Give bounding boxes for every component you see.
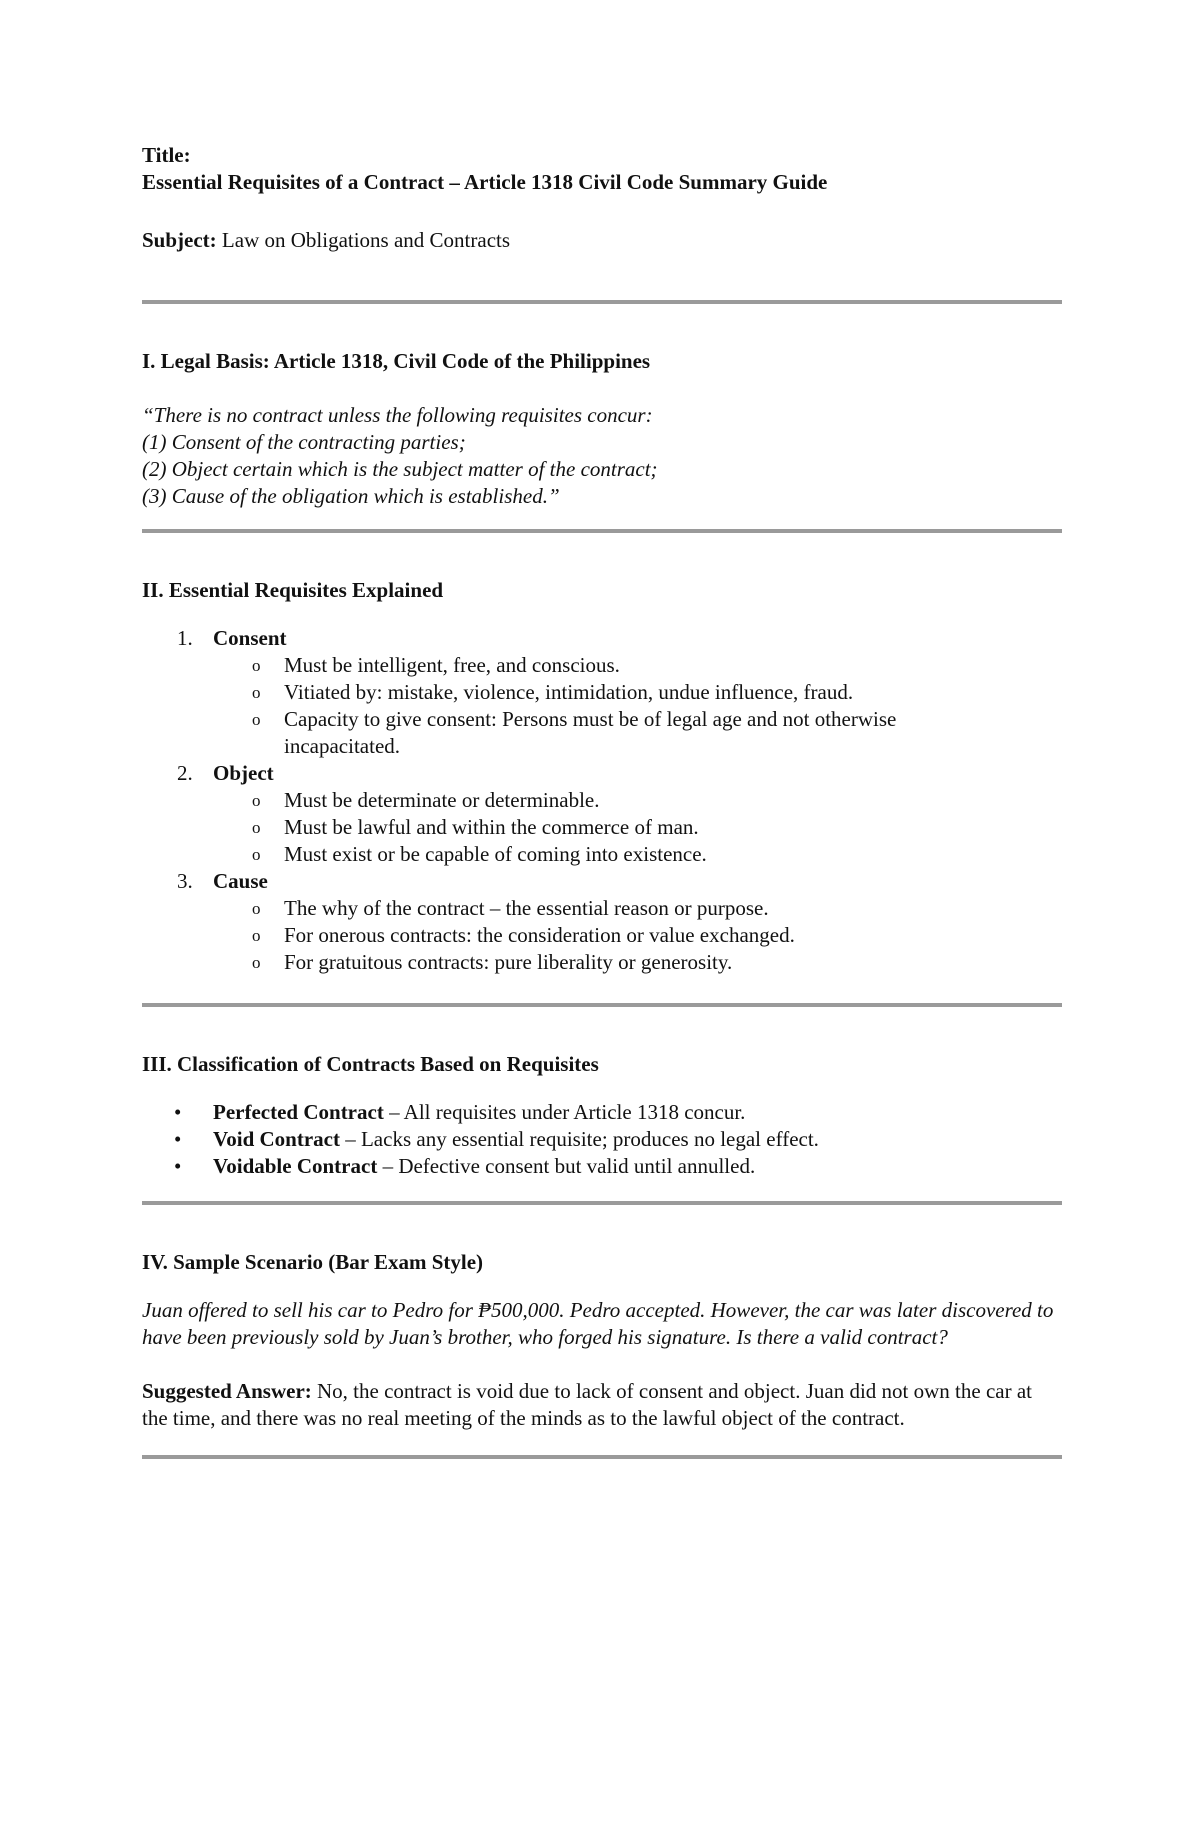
subject-value: Law on Obligations and Contracts [216,228,511,252]
classification-desc: – Lacks any essential requisite; produces no legal effect. [339,1127,819,1151]
list-item [213,814,1062,841]
sub-bullet: o [252,845,261,864]
requisite-points [213,787,1062,868]
classification-desc: – Defective consent but valid until annulled. [377,1154,756,1178]
requisite-title: Object [213,761,274,785]
list-item [213,652,1062,679]
section-divider [142,1455,1062,1459]
section-1-heading: I. Legal Basis: Article 1318, Civil Code of the Philippines [142,349,651,373]
point-text: For gratuitous contracts: pure liberality or generosity. [284,950,733,974]
section-4-heading: IV. Sample Scenario (Bar Exam Style) [142,1250,484,1274]
section-divider [142,1003,1062,1007]
quote-line: (1) Consent of the contracting parties; [142,430,466,454]
requisite-item-object [142,760,1062,868]
list-item [213,679,1062,706]
list-item [213,922,1062,949]
subject-line [142,227,1062,254]
list-item [142,1099,1062,1126]
quote-line: (2) Object certain which is the subject matter of the contract; [142,457,658,481]
point-text: Vitiated by: mistake, violence, intimidation, undue influence, fraud. [284,680,854,704]
sub-bullet: o [252,926,261,945]
classification-term: Perfected Contract [213,1100,384,1124]
list-item [213,949,1062,976]
list-item [213,841,1062,868]
point-text: Capacity to give consent: Persons must be of legal age and not otherwise incapacitated. [284,707,897,758]
point-text: Must be determinate or determinable. [284,788,600,812]
sub-bullet: o [252,953,261,972]
bullet: • [174,1127,182,1151]
point-text: For onerous contracts: the consideration or value exchanged. [284,923,795,947]
list-item [213,787,1062,814]
requisites-list [142,625,1062,976]
sub-bullet: o [252,656,261,675]
classification-term: Void Contract [213,1127,340,1151]
bullet: • [174,1154,182,1178]
point-text: Must be intelligent, free, and conscious. [284,653,620,677]
sub-bullet: o [252,710,261,729]
suggested-answer [142,1378,1062,1432]
requisite-item-cause [142,868,1062,976]
list-item [142,1126,1062,1153]
bullet: • [174,1100,182,1124]
requisite-points [213,652,1062,760]
point-text: The why of the contract – the essential reason or purpose. [284,896,769,920]
point-text: Must be lawful and within the commerce of man. [284,815,699,839]
document-title: Essential Requisites of a Contract – Article 1318 Civil Code Summary Guide [142,170,828,194]
list-number: 2. [177,761,193,785]
quote-line: “There is no contract unless the following requisites concur: [142,403,653,427]
classification-list [142,1099,1062,1180]
requisite-item-consent [142,625,1062,760]
requisite-points [213,895,1062,976]
list-item [213,706,1062,760]
document-content [142,142,1062,1459]
requisite-title: Cause [213,869,268,893]
sub-bullet: o [252,683,261,702]
sub-bullet: o [252,818,261,837]
quote-line: (3) Cause of the obligation which is established.” [142,484,560,508]
section-divider [142,529,1062,533]
answer-text: No, the contract is void due to lack of consent and object. Juan did not own the car at the time, and there was no real meeting of the minds as to the lawful object of the contract. [142,1379,1032,1430]
point-text: Must exist or be capable of coming into existence. [284,842,707,866]
section-3-heading: III. Classification of Contracts Based on Requisites [142,1052,599,1076]
list-item [213,895,1062,922]
sub-bullet: o [252,899,261,918]
classification-desc: – All requisites under Article 1318 concur. [383,1100,746,1124]
sub-bullet: o [252,791,261,810]
list-item [142,1153,1062,1180]
section-divider [142,1201,1062,1205]
list-number: 3. [177,869,193,893]
classification-term: Voidable Contract [213,1154,378,1178]
title-label: Title: [142,143,191,167]
list-number: 1. [177,626,193,650]
requisite-title: Consent [213,626,287,650]
answer-label: Suggested Answer: [142,1379,312,1403]
subject-label: Subject: [142,228,217,252]
section-divider [142,300,1062,304]
article-quote [142,402,1062,510]
section-2-heading: II. Essential Requisites Explained [142,578,444,602]
scenario-text: Juan offered to sell his car to Pedro for ₱500,000. Pedro accepted. However, the car was later discovered to have been previously sold by Juan’s brother, who forged his signature. Is there a valid contract? [142,1298,1054,1349]
